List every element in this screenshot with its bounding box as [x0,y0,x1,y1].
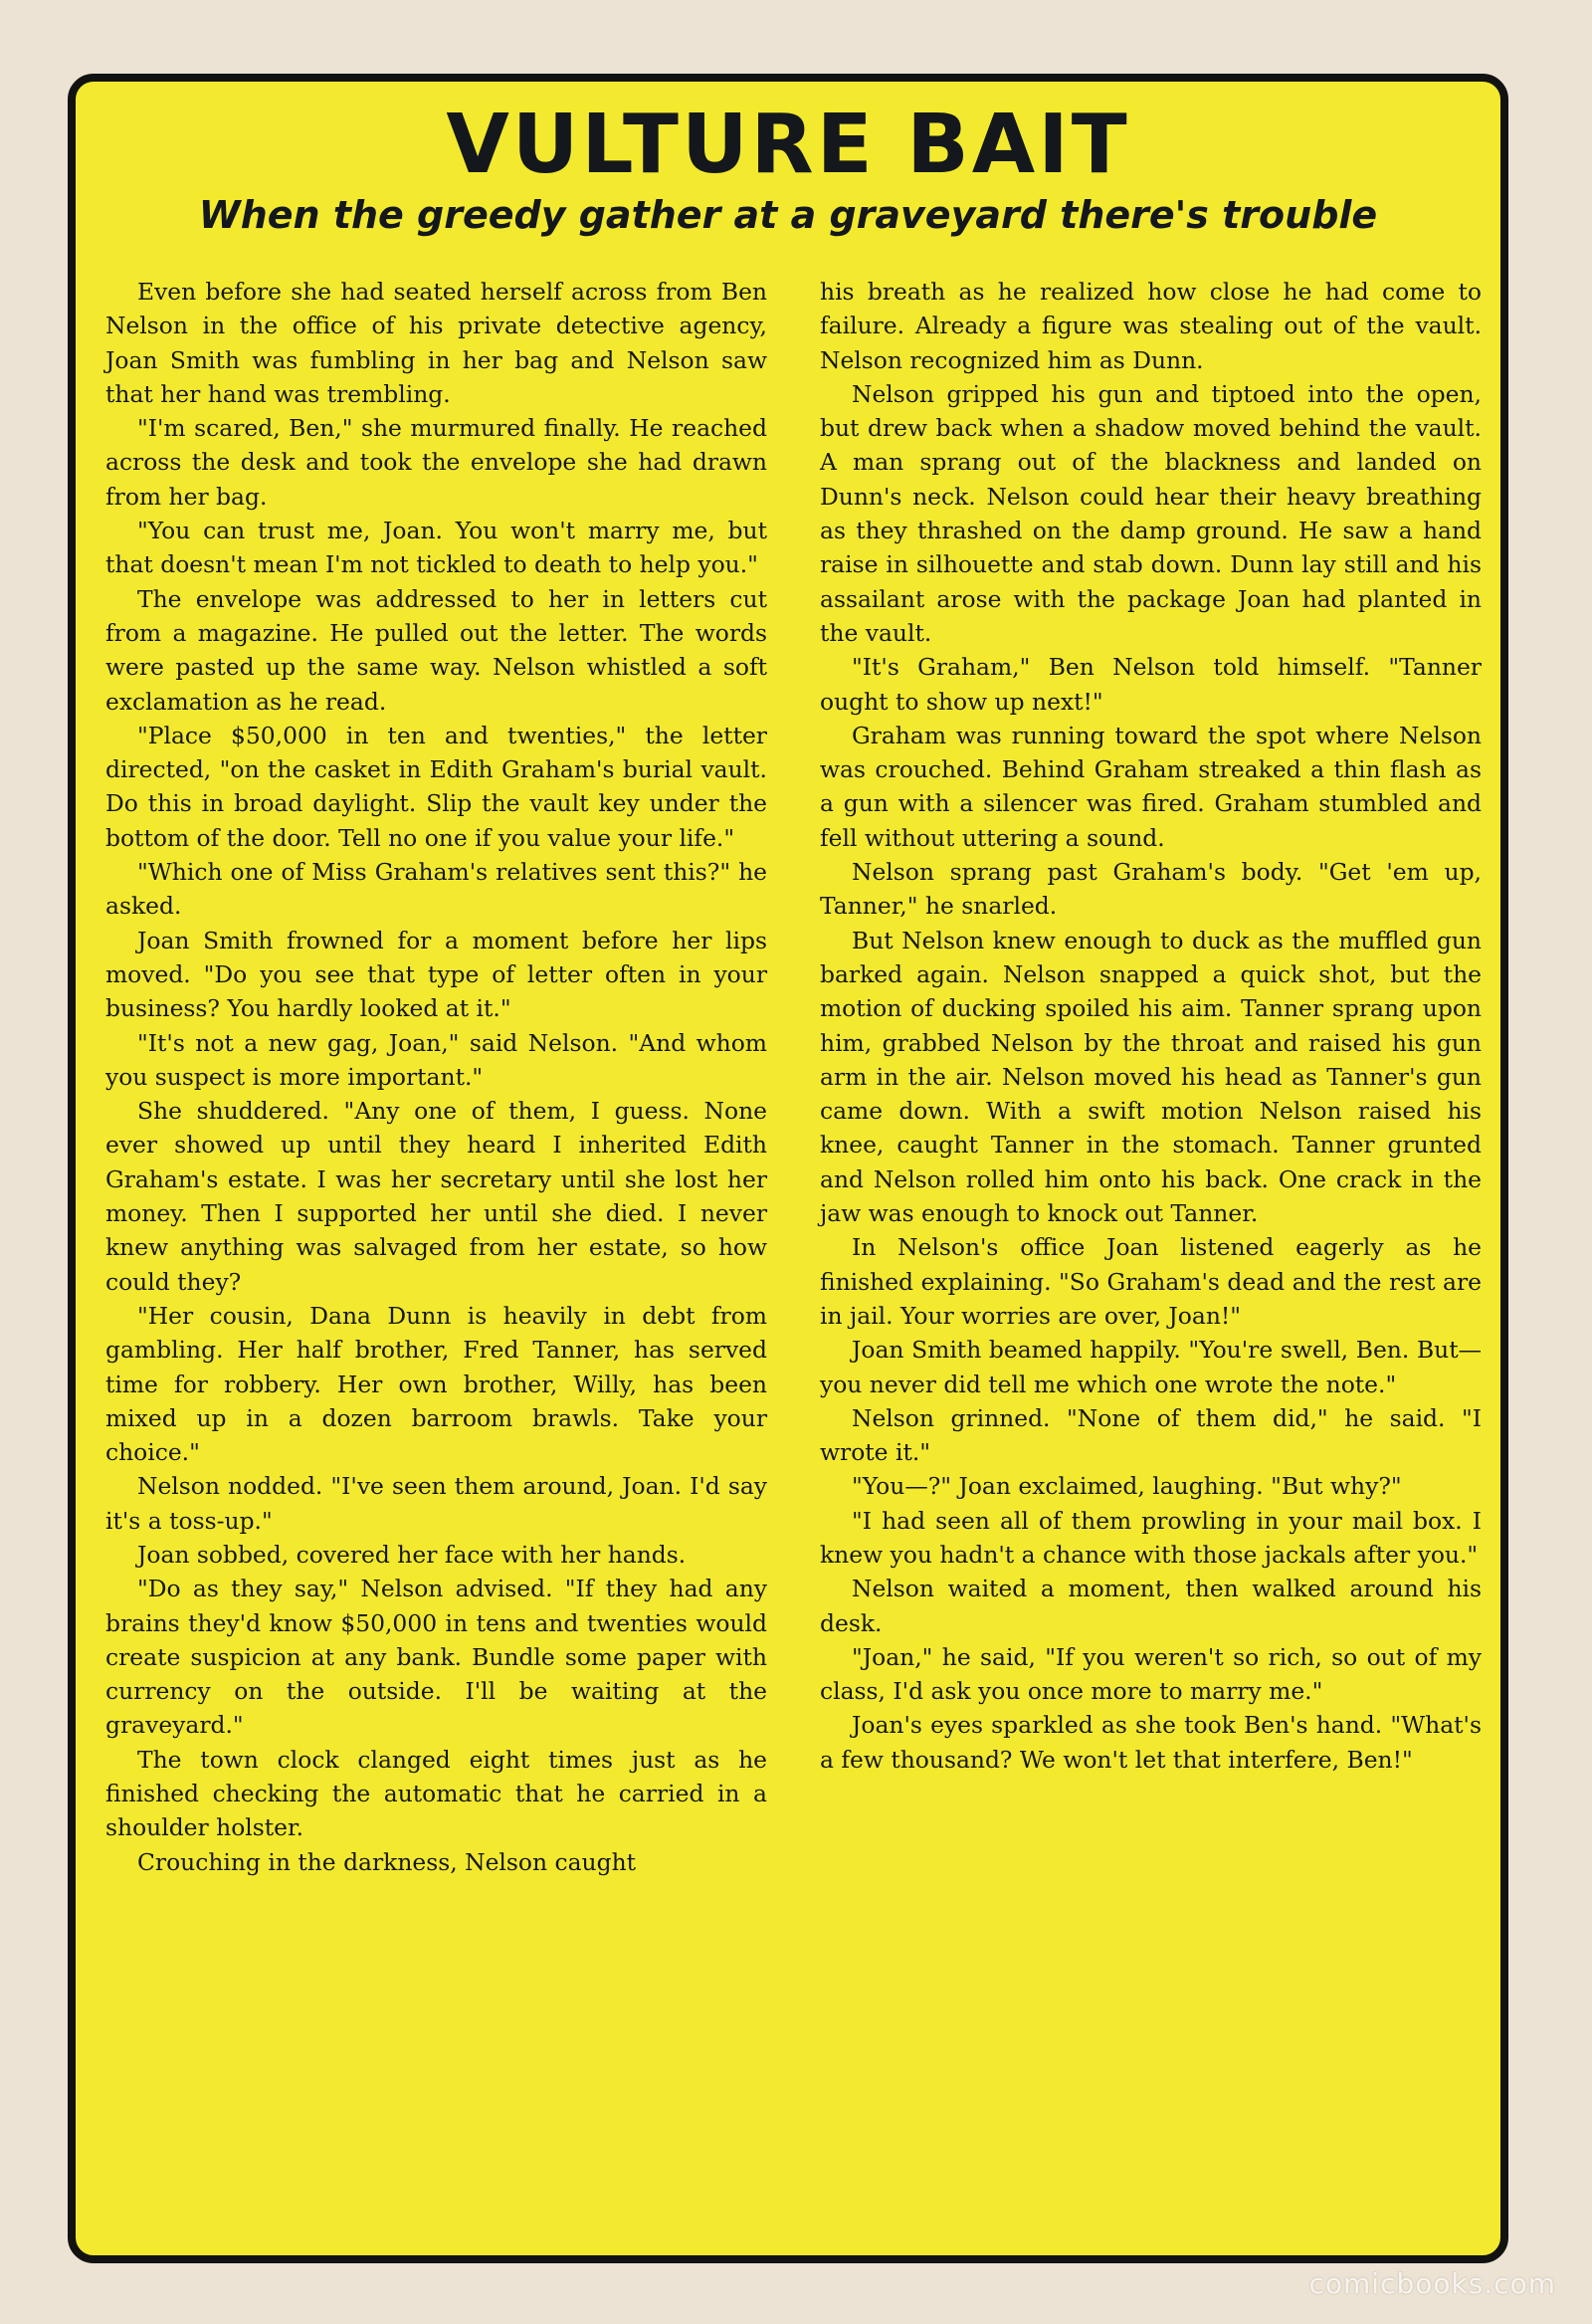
paragraph: Nelson sprang past Graham's body. "Get 'em up, Tanner," he snarled. [820,858,1482,921]
paragraph: "I'm scared, Ben," she murmured finally. He reached across the desk and took the envelope she had drawn from her bag. [105,414,767,511]
paragraph: Nelson waited a moment, then walked around his desk. [820,1575,1482,1637]
story-title: VULTURE BAIT [446,98,1130,192]
paragraph: "Which one of Miss Graham's relatives sent this?" he asked. [105,858,767,921]
paragraph: Graham was running toward the spot where Nelson was crouched. Behind Graham streaked a thin flash as a gun with a silencer was fired. Graham stumbled and fell without uttering a sound. [820,721,1482,852]
paragraph: "You—?" Joan exclaimed, laughing. "But why?" [852,1472,1402,1501]
paragraph: "Joan," he said, "If you weren't so rich, so out of my class, I'd ask you once more to marry me." [820,1642,1482,1706]
paragraph: Crouching in the darkness, Nelson caught [137,1847,637,1876]
paragraph: Even before she had seated herself across from Ben Nelson in the office of his private detective agency, Joan Smith was fumbling in her bag and Nelson saw that her hand was trembling. [105,278,767,408]
story-panel [68,74,1508,2263]
paragraph: But Nelson knew enough to duck as the muffled gun barked again. Nelson snapped a quick shot, but the motion of ducking spoiled his aim. Tanner sprang upon him, grabbed Nelson by the throat and raised his gun arm in the air. Nelson moved his head as Tanner's gun came down. With a swift motion Nelson raised his knee, caught Tanner in the stomach. Tanner grunted and Nelson rolled him onto his back. One crack in the jaw was enough to knock out Tanner. [820,926,1482,1228]
paragraph: Joan sobbed, covered her face with her hands. [137,1540,687,1569]
paragraph: Joan Smith frowned for a moment before her lips moved. "Do you see that type of letter often in your business? You hardly looked at it." [105,926,767,1023]
paragraph: The town clock clanged eight times just as he finished checking the automatic that he carried in a shoulder holster. [105,1745,767,1842]
paragraph: Joan Smith beamed happily. "You're swell, Ben. But—you never did tell me which one wrote the note." [820,1336,1482,1398]
watermark: comicbooks.com [1308,2267,1556,2300]
paragraph: Nelson grinned. "None of them did," he said. "I wrote it." [820,1403,1482,1467]
text-column-right [820,275,1482,1777]
paragraph: Nelson gripped his gun and tiptoed into the open, but drew back when a shadow moved behind the vault. A man sprang out of the blackness and landed on Dunn's neck. Nelson could hear their heavy breathing as they thrashed on the damp ground. He saw a hand raise in silhouette and stab down. Dunn lay still and his assailant arose with the package Joan had planted in the vault. [820,379,1482,647]
text-column-left [105,275,767,1879]
paragraph: "It's not a new gag, Joan," said Nelson. "And whom you suspect is more important." [105,1028,767,1091]
paragraph: "You can trust me, Joan. You won't marry me, but that doesn't mean I'm not tickled to death to help you." [105,517,767,579]
paragraph: Nelson nodded. "I've seen them around, Joan. I'd say it's a toss-up." [105,1472,767,1535]
paragraph: She shuddered. "Any one of them, I guess. None ever showed up until they heard I inherited Edith Graham's estate. I was her secretary until she lost her money. Then I supported her until she died. I never knew anything was salvaged from her estate, so how could they? [105,1097,767,1296]
paragraph: The envelope was addressed to her in letters cut from a magazine. He pulled out the letter. The words were pasted up the same way. Nelson whistled a soft exclamation as he read. [105,584,767,716]
paragraph: "Do as they say," Nelson advised. "If they had any brains they'd know $50,000 in tens and twenties would create suspicion at any bank. Bundle some paper with currency on the outside. I'll be waiting at the graveyard." [105,1575,767,1740]
paragraph: Joan's eyes sparkled as she took Ben's hand. "What's a few thousand? We won't let that interfere, Ben!" [820,1711,1482,1774]
paragraph: "It's Graham," Ben Nelson told himself. "Tanner ought to show up next!" [820,653,1482,716]
paragraph: In Nelson's office Joan listened eagerly as he finished explaining. "So Graham's dead and the rest are in jail. Your worries are over, Joan!" [820,1233,1482,1330]
paragraph: his breath as he realized how close he had come to failure. Already a figure was stealing out of the vault. Nelson recognized him as Dunn. [820,278,1482,374]
paragraph: "Place $50,000 in ten and twenties," the letter directed, "on the casket in Edith Graham's burial vault. Do this in broad daylight. Slip the vault key under the bottom of the door. Tell no one if you value your life." [105,721,767,852]
paragraph: "I had seen all of them prowling in your mail box. I knew you hadn't a chance with those jackals after you." [820,1506,1482,1569]
story-subtitle: When the greedy gather at a graveyard there's trouble [198,193,1378,237]
paragraph: "Her cousin, Dana Dunn is heavily in debt from gambling. Her half brother, Fred Tanner, has served time for robbery. Her own brother, Willy, has been mixed up in a dozen barroom brawls. Take your choice." [105,1301,767,1467]
